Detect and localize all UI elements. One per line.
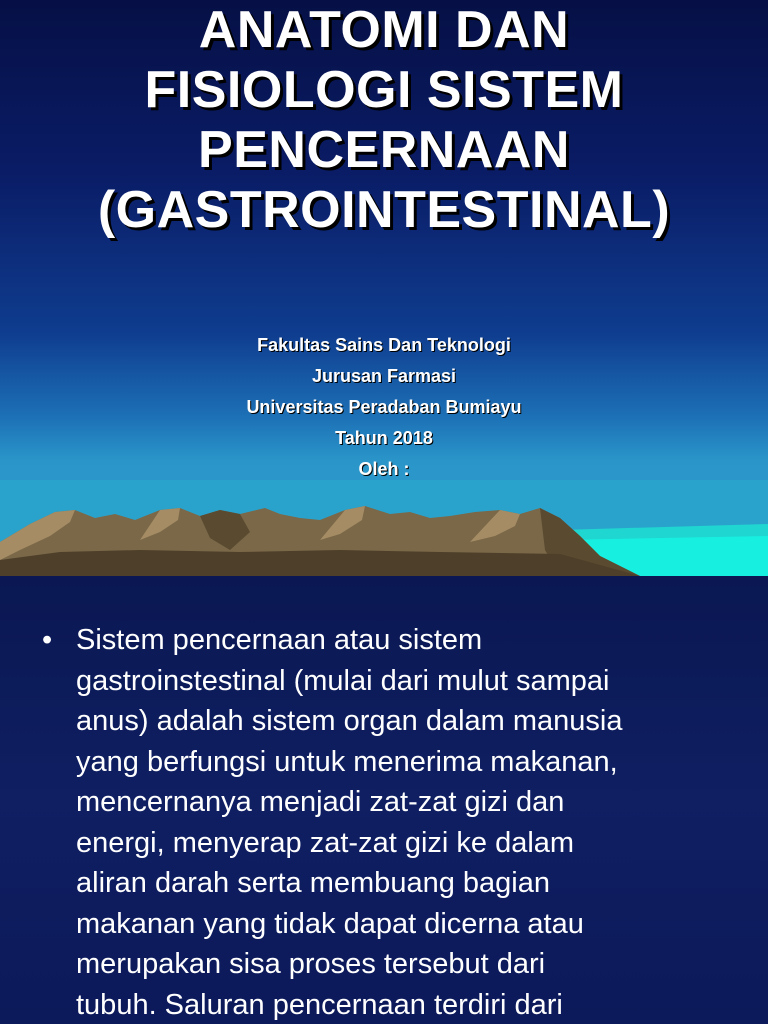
bullet-line: aliran darah serta membuang bagian	[76, 867, 550, 899]
faculty-text: Fakultas Sains Dan Teknologi	[257, 335, 511, 355]
title-line: FISIOLOGI SISTEM	[144, 61, 624, 119]
year-text: Tahun 2018	[335, 428, 433, 448]
bullet-marker: •	[42, 624, 53, 656]
bullet-line: tubuh. Saluran pencernaan terdiri dari	[76, 988, 563, 1021]
bullet-line: mencernanya menjadi zat-zat gizi dan	[76, 786, 565, 818]
title-line: (GASTROINTESTINAL)	[97, 181, 671, 239]
author-info	[0, 330, 768, 485]
author-label: Oleh :	[358, 459, 410, 479]
department-text: Jurusan Farmasi	[311, 366, 457, 386]
bullet-line: makanan yang tidak dapat dicerna atau	[76, 907, 584, 940]
bullet-line: Sistem pencernaan atau sistem	[76, 624, 483, 656]
bullet-line: anus) adalah sistem organ dalam manusia	[76, 705, 623, 737]
university-text: Universitas Peradaban Bumiayu	[246, 397, 522, 417]
bullet-line: energi, menyerap zat-zat gizi ke dalam	[76, 826, 575, 859]
bullet-line: yang berfungsi untuk menerima makanan,	[76, 745, 618, 778]
bullet-text	[76, 620, 736, 1024]
title-line: PENCERNAAN	[198, 121, 570, 179]
title-line: ANATOMI DAN	[198, 1, 570, 59]
bullet-line: merupakan sisa proses tersebut dari	[76, 948, 546, 980]
mountain-landscape	[0, 480, 768, 576]
slide-title	[0, 0, 768, 240]
mountain-base	[0, 550, 640, 576]
content-slide	[0, 576, 768, 1024]
bullet-line: gastroinstestinal (mulai dari mulut sampai	[76, 664, 610, 697]
